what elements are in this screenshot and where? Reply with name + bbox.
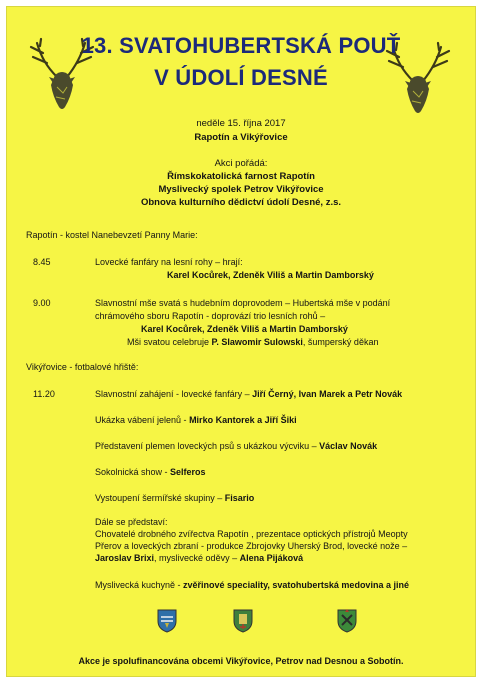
event-place: Rapotín a Vikýřovice <box>194 132 288 143</box>
event-performers: Mirko Kantorek a Jiří Šiki <box>189 415 297 425</box>
mass-celebrant-line <box>127 336 378 348</box>
event-text: Vystoupení šermířské skupiny – <box>95 493 225 503</box>
organizers-label: Akci pořádá: <box>214 158 268 169</box>
event-time: 11.20 <box>33 389 55 399</box>
section-heading: Rapotín - kostel Nanebevzetí Panny Marie: <box>26 230 198 240</box>
kitchen-label: Myslivecká kuchyně - <box>95 580 184 590</box>
event-performers: Karel Kocůrek, Zdeněk Viliš a Martin Damborský <box>141 324 348 334</box>
event-performers: Selferos <box>170 467 206 477</box>
event-description <box>95 388 402 400</box>
mass-suffix: , šumperský děkan <box>302 337 379 347</box>
coat-of-arms-sobotin-icon <box>337 609 357 633</box>
mass-prefix: Mši svatou celebruje <box>127 337 212 347</box>
event-text: Představení plemen loveckých psů s ukázkou výcviku – <box>95 441 320 451</box>
footer-note: Akce je spolufinancována obcemi Vikýřovice, Petrov nad Desnou a Sobotín. <box>78 656 404 666</box>
event-text: Slavnostní zahájení - lovecké fanfáry – <box>95 389 253 399</box>
event-time: 8.45 <box>33 257 51 267</box>
event-performers: Fisario <box>224 493 255 503</box>
event-description <box>95 440 377 452</box>
event-text: Ukázka vábení jelenů - <box>95 415 190 425</box>
kitchen-offer: zvěřinové speciality, svatohubertská medovina a jiné <box>183 580 409 590</box>
event-performers: Karel Kocůrek, Zdeněk Viliš a Martin Damborský <box>167 270 374 280</box>
event-description <box>95 414 297 426</box>
event-description: chrámového sboru Rapotín - doprovází trio lesních rohů – <box>95 311 326 321</box>
also-presenting-line: Chovatelé drobného zvířectva Rapotín , prezentace optických přístrojů Meopty <box>95 529 408 539</box>
organizer-item: Římskokatolická farnost Rapotín <box>167 171 315 182</box>
mass-celebrant: P. Slawomir Sulowski <box>211 337 303 347</box>
poster <box>6 6 476 677</box>
section-heading: Vikýřovice - fotbalové hřiště: <box>26 362 139 372</box>
event-description <box>95 492 254 504</box>
presenter-name: Alena Pijáková <box>239 553 304 563</box>
presenter-text: , myslivecké oděvy – <box>154 553 240 563</box>
organizer-item: Myslivecký spolek Petrov Vikýřovice <box>158 184 324 195</box>
poster-title-line2: V ÚDOLÍ DESNÉ <box>154 65 328 90</box>
also-presenting-line <box>95 552 303 564</box>
event-performers: Jiří Černý, Ivan Marek a Petr Novák <box>252 389 403 399</box>
coat-of-arms-vikyrovice-icon <box>157 609 177 633</box>
event-description <box>95 466 206 478</box>
organizer-item: Obnova kulturního dědictví údolí Desné, z.s. <box>140 197 342 208</box>
coat-of-arms-petrov-icon <box>233 609 253 633</box>
presenter-name: Jaroslav Brixi <box>95 553 155 563</box>
event-time: 9.00 <box>33 298 51 308</box>
kitchen-line <box>95 579 409 591</box>
also-presenting-line: Přerov a loveckých zbraní - produkce Zbrojovky Uherský Brod, lovecké nože – <box>95 541 408 551</box>
event-description: Slavnostní mše svatá s hudebním doprovodem – Hubertská mše v podání <box>95 298 391 308</box>
event-text: Sokolnická show - <box>95 467 171 477</box>
event-description: Lovecké fanfáry na lesní rohy – hrají: <box>95 257 243 267</box>
event-date: neděle 15. října 2017 <box>196 118 286 129</box>
event-performers: Václav Novák <box>319 441 378 451</box>
also-presenting-label: Dále se představí: <box>95 517 168 527</box>
poster-title-line1: 13. SVATOHUBERTSKÁ POUŤ <box>81 33 401 58</box>
